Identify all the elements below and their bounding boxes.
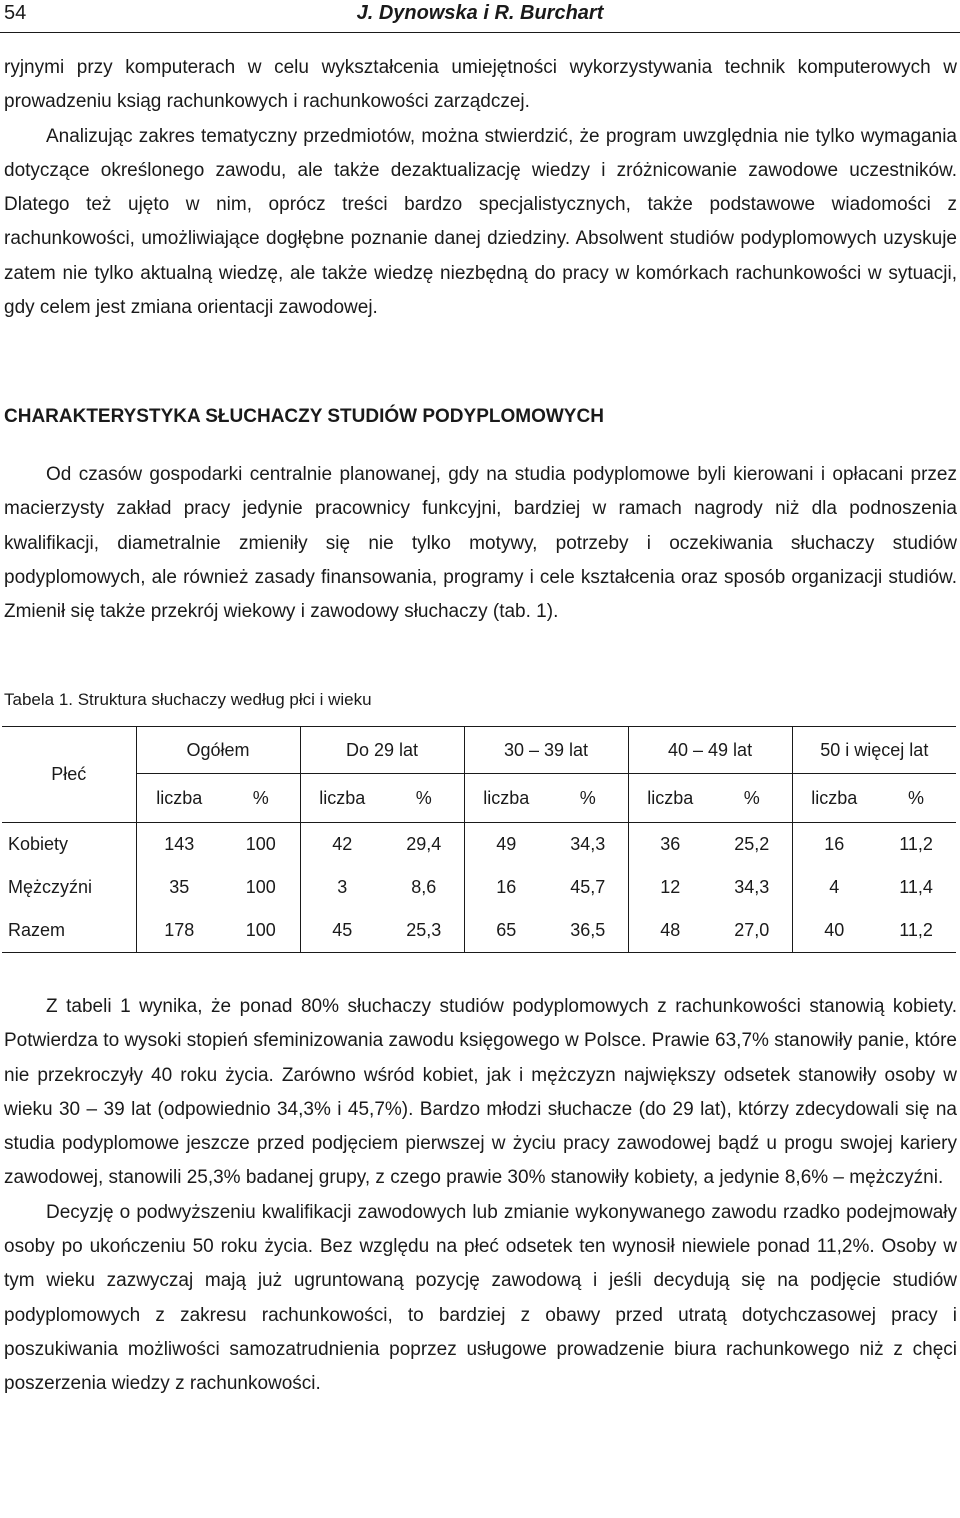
table-cell: 11,2 [876,823,956,867]
table-cell: 45 [300,909,384,953]
table-cell: 40 [792,909,876,953]
section-paragraph-1: Od czasów gospodarki centralnie planowanej, gdy na studia podyplomowe byli kierowani i opłacani przez macierzysty zakład pracy jedynie pracownicy funkcyjni, bardziej w ramach nagrody niż dla podnoszenia kwalifikacji, diametralnie zmieniły się nie tylko motywy, potrzeby i oczekiwania słuchaczy studiów podyplomowych, ale również zasady finansowania, programy i cele kształcenia oraz sposób organizacji studiów. Zmienił się także przekrój wiekowy i zawodowy słuchaczy (tab. 1). [4,464,957,623]
table-cell: 34,3 [548,823,628,867]
table-cell: 16 [496,877,517,897]
table-cell: 36 [628,823,712,867]
header-group-cell: Ogółem [136,727,300,774]
table-cell: 100 [222,866,300,909]
subheader-cell: liczba [319,787,366,808]
table-cell: 12 [660,877,681,897]
subheader-cell: % [548,774,628,823]
intro-paragraph-1: ryjnymi przy komputerach w celu wykształcenia umiejętności wykorzystywania technik komputerowych w prowadzeniu ksiąg rachunkowych i rachunkowości zarządczej. [4,57,957,113]
table-header-row [2,727,956,774]
intro-text [4,51,957,325]
after-table-paragraph-1: Z tabeli 1 wynika, że ponad 80% słuchaczy studiów podyplomowych z rachunkowości stanowią kobiety. Potwierdza to wysoki stopień sfeminizowania zawodu księgowego w Polsce. Prawie 63,7% stanowiły panie, które nie przekroczyły 40 roku życia. Zarówno wśród kobiet, jak i mężczyzn największy odsetek stanowiły osoby w wieku 30 – 39 lat (odpowiednio 34,3% i 45,7%). Bardzo młodzi słuchacze (do 29 lat), którzy zdecydowali się na studia podyplomowe jeszcze przed podjęciem pierwszej w życiu pracy zawodowej bądź u progu swojej kariery zawodowej, stanowili 25,3% badanej grupy, z czego prawie 30% stanowiły kobiety, a jedynie 8,6% – mężczyźni. [4,996,957,1189]
row-label: Mężczyźni [2,866,136,909]
data-table [2,726,956,953]
row-label: Razem [2,909,136,953]
subheader-cell: liczba [156,787,203,808]
table-cell: 48 [628,909,712,953]
subheader-cell: % [712,774,792,823]
header-group-cell: 40 – 49 lat [628,727,792,774]
table-cell: 100 [222,909,300,953]
table-caption: Tabela 1. Struktura słuchaczy według płci i wieku [4,690,372,709]
table-cell: 3 [337,877,348,897]
table-cell: 27,0 [712,909,792,953]
subheader-cell: % [908,787,925,808]
table-subheader-row [2,774,956,823]
table-cell: 11,2 [876,909,956,953]
section-text [4,458,957,629]
table-cell: 8,6 [384,866,464,909]
table-row [2,866,956,909]
row-label: Kobiety [2,823,136,867]
section-heading: CHARAKTERYSTYKA SŁUCHACZY STUDIÓW PODYPLOMOWYCH [4,406,604,427]
table-cell: 100 [222,823,300,867]
page-header [0,0,960,38]
header-cell-sex: Płeć [2,727,136,823]
subheader-cell: % [384,774,464,823]
after-table-text [4,990,957,1402]
subheader-cell: % [222,774,300,823]
header-group-cell: 50 i więcej lat [792,727,956,774]
table-cell: 34,3 [712,866,792,909]
subheader-cell: liczba [647,787,694,808]
subheader-cell: liczba [483,787,530,808]
table-row [2,823,956,867]
subheader-cell: liczba [811,787,858,808]
intro-paragraph-2: Analizując zakres tematyczny przedmiotów, można stwierdzić, że program uwzględnia nie tylko wymagania dotyczące określonego zawodu, ale także dezaktualizację wiedzy i zróżnicowanie zawodowe uczestników. Dlatego też ujęto w nim, oprócz treści bardzo specjalistycznych, także podstawowe wiadomości z rachunkowości, umożliwiające dogłębne poznanie danej dziedziny. Absolwent studiów podyplomowych uzyskuje zatem nie tylko aktualną wiedzę, ale także wiedzę niezbędną do pracy w komórkach rachunkowości w sytuacji, gdy celem jest zmiana orientacji zawodowej. [4,125,957,319]
table-cell: 143 [136,823,222,867]
page-number: 54 [4,2,27,24]
table-cell: 49 [464,823,548,867]
table-cell: 25,2 [712,823,792,867]
table-cell: 25,3 [384,909,464,953]
table-cell: 16 [792,823,876,867]
table-cell: 4 [829,877,840,897]
header-group-cell: 30 – 39 lat [464,727,628,774]
table-cell: 11,4 [899,877,933,897]
table-cell: 178 [136,909,222,953]
running-head: J. Dynowska i R. Burchart [356,2,604,24]
table-cell: 65 [464,909,548,953]
table-cell: 29,4 [384,823,464,867]
table-cell: 45,7 [548,866,628,909]
header-rule [0,32,960,33]
header-group-cell: Do 29 lat [300,727,464,774]
table-row [2,909,956,953]
table-cell: 42 [300,823,384,867]
table-cell: 36,5 [548,909,628,953]
after-table-paragraph-2: Decyzję o podwyższeniu kwalifikacji zawodowych lub zmianie wykonywanego zawodu rzadko podejmowały osoby po ukończeniu 50 roku życia. Bez względu na płeć odsetek ten wynosił niewiele ponad 11,2%. Osoby w tym wieku zazwyczaj mają już ugruntowaną pozycję zawodową i jeśli decydują się na podjęcie studiów podyplomowych z zakresu rachunkowości, to bardziej z obawy przed utratą dotychczasowej pracy i poszukiwania możliwości samozatrudnienia poprzez usługowe prowadzenie biura rachunkowego niż z chęci poszerzenia wiedzy z rachunkowości. [4,1201,957,1395]
table-cell: 35 [169,877,190,897]
